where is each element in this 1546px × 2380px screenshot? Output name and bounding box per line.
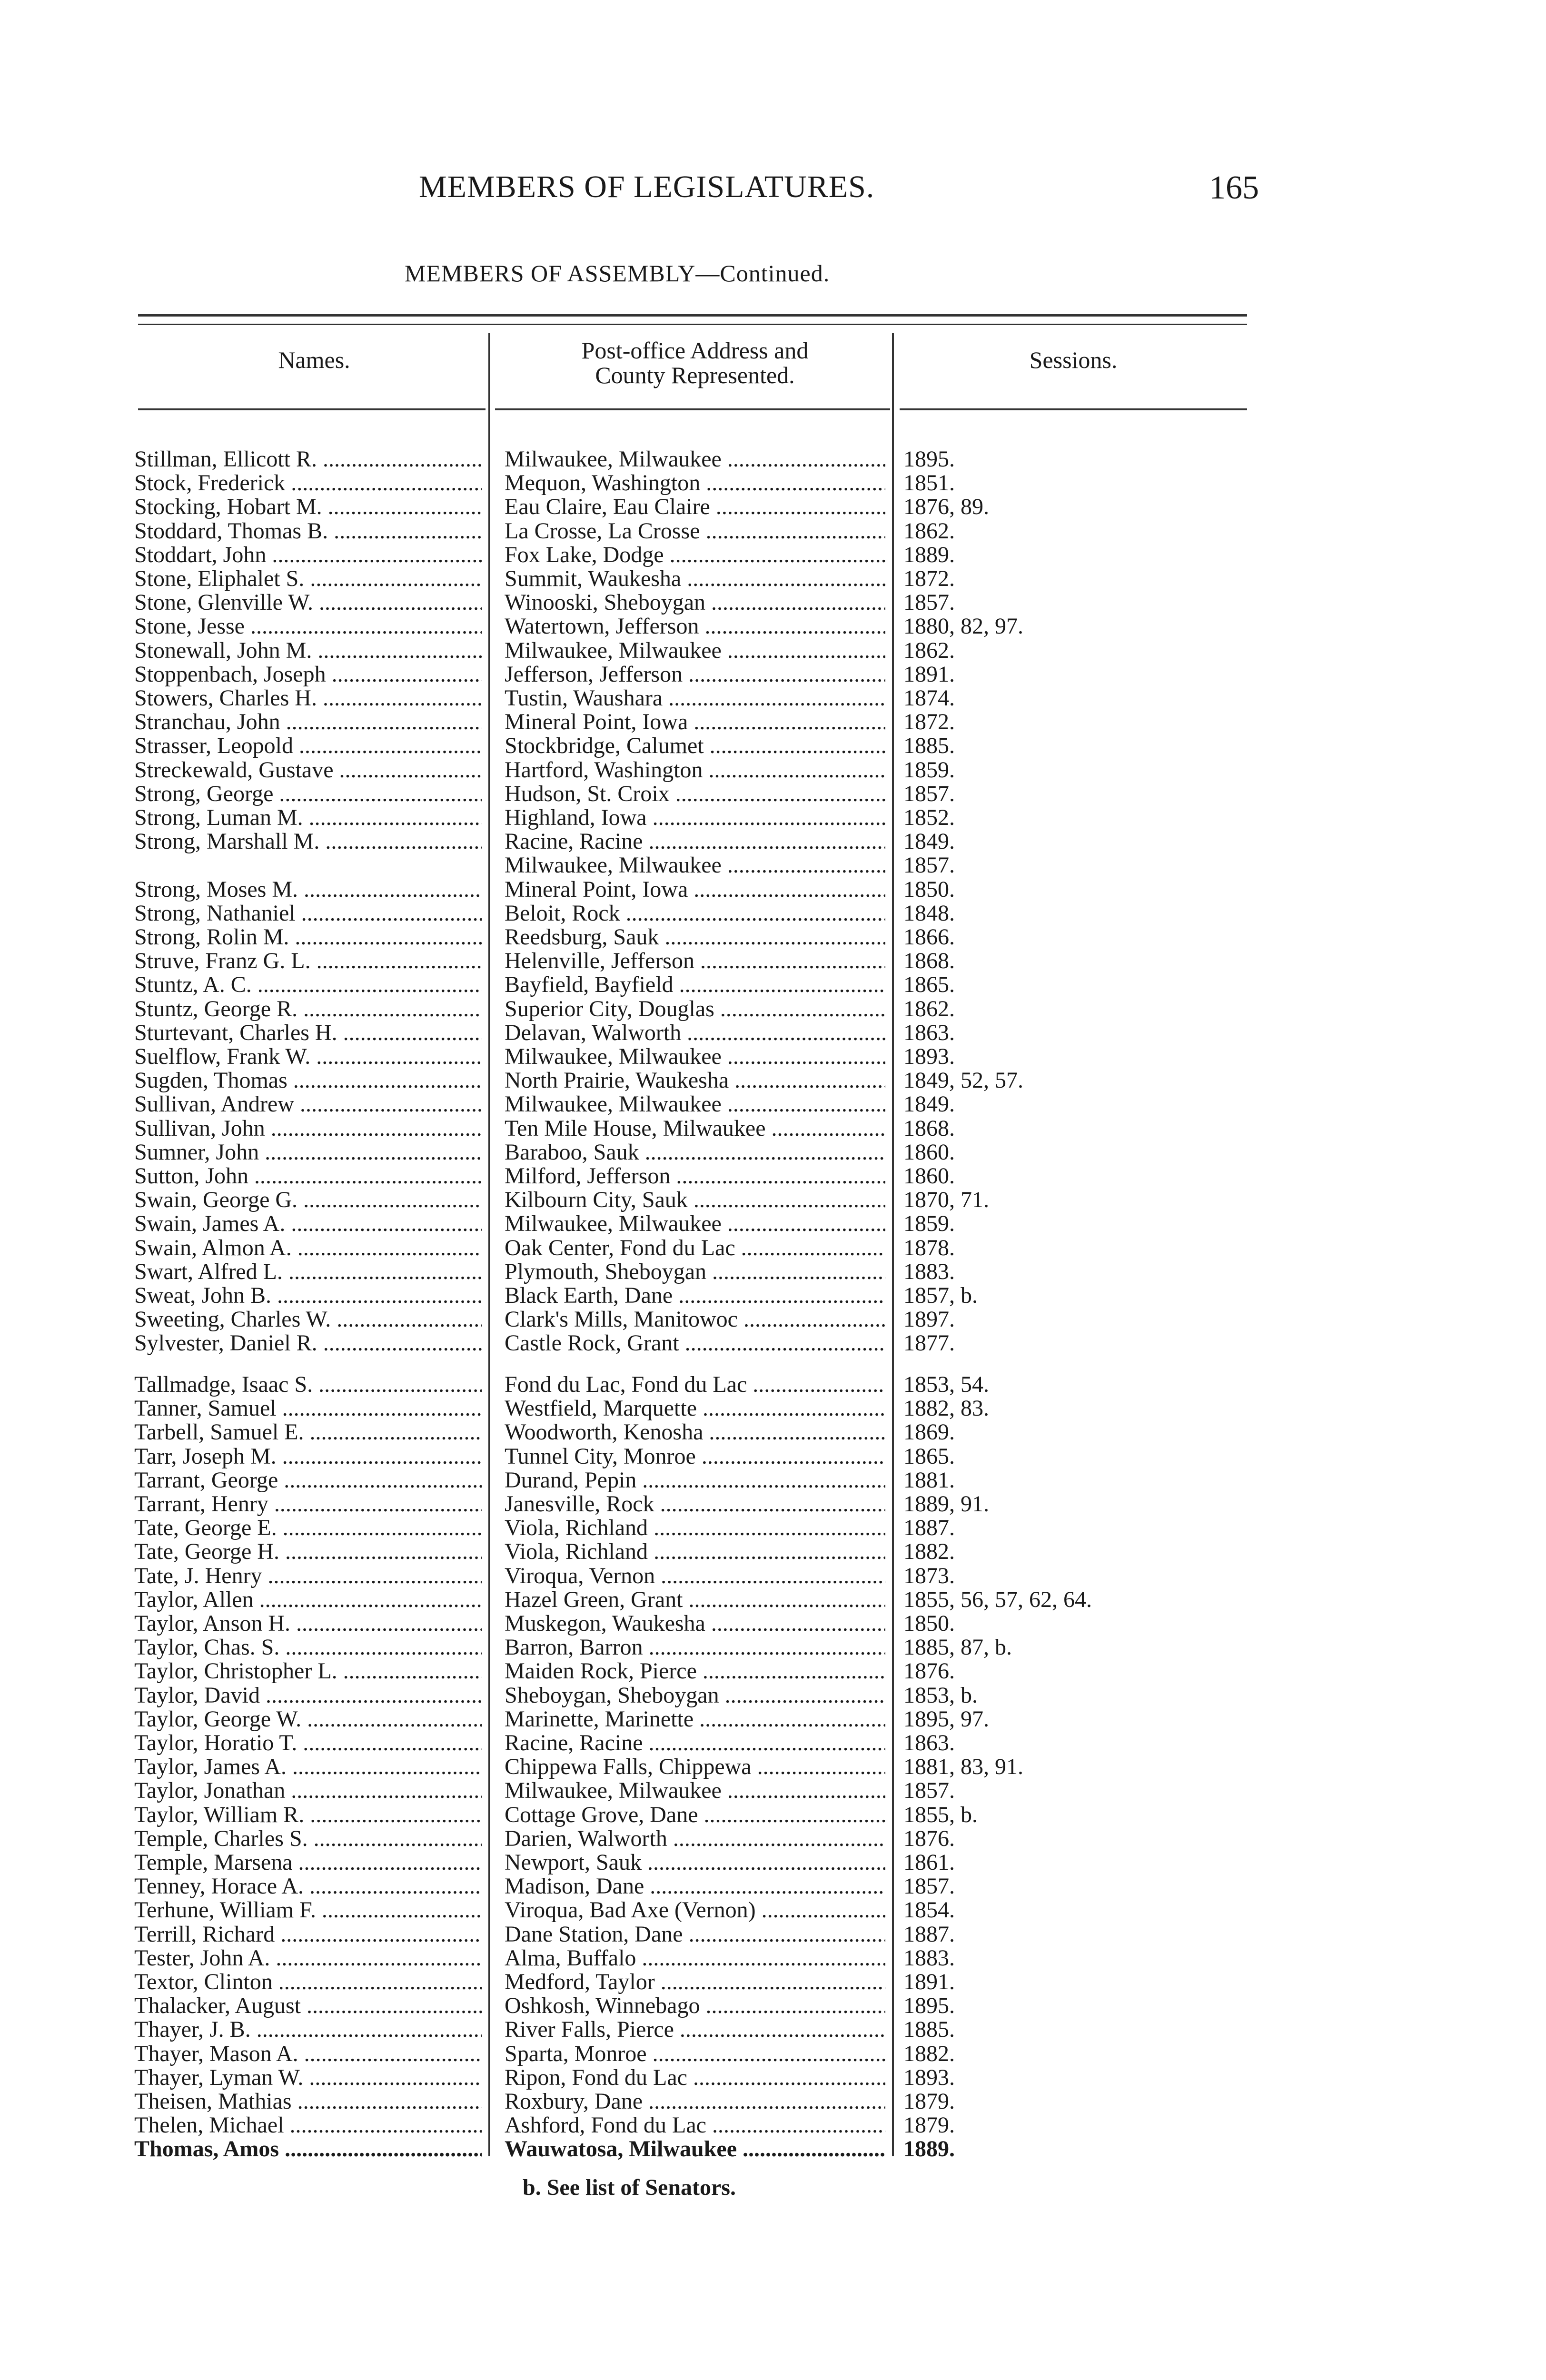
member-sessions: 1889, 91. [903, 1491, 989, 1517]
table-row [0, 1707, 1546, 1731]
table-row [0, 1970, 1546, 1994]
member-sessions: 1859. [903, 1211, 955, 1237]
top-rule-lower [138, 324, 1247, 325]
member-name: Sylvester, Daniel R. ..... [134, 1331, 482, 1355]
member-name: Strong, George ..... [134, 782, 482, 806]
member-name: Textor, Clinton ..... [134, 1970, 482, 1994]
member-name: Taylor, Chas. S. ..... [134, 1636, 482, 1659]
member-name: Struve, Franz G. L. ..... [134, 949, 482, 973]
table-row [0, 758, 1546, 782]
table-row [0, 2042, 1546, 2066]
table-row [0, 830, 1546, 853]
member-name: Stillman, Ellicott R. ..... [134, 447, 482, 471]
member-address: Oak Center, Fond du Lac ..... [505, 1236, 885, 1260]
page-number: 165 [1209, 169, 1259, 206]
table-row [0, 925, 1546, 949]
member-name: Stoddard, Thomas B. ..... [134, 519, 482, 543]
member-address: Bayfield, Bayfield ..... [505, 973, 885, 997]
member-address: Milwaukee, Milwaukee ..... [505, 1045, 885, 1069]
member-name: Thalacker, August ..... [134, 1994, 482, 2018]
member-address: Dane Station, Dane ..... [505, 1923, 885, 1946]
member-address: Maiden Rock, Pierce ..... [505, 1659, 885, 1683]
member-sessions: 1849. [903, 1091, 955, 1117]
member-name: Terrill, Richard ..... [134, 1923, 482, 1946]
member-address: Tunnel City, Monroe ..... [505, 1445, 885, 1468]
member-name: Swart, Alfred L. ..... [134, 1260, 482, 1284]
table-row [0, 495, 1546, 519]
table-row [0, 519, 1546, 543]
column-header-sessions: Sessions. [1029, 347, 1118, 373]
table-row [0, 2066, 1546, 2090]
member-address: Winooski, Sheboygan ..... [505, 591, 885, 615]
member-address: Cottage Grove, Dane ..... [505, 1803, 885, 1827]
member-name: Stranchau, John ..... [134, 710, 482, 734]
member-address: Ashford, Fond du Lac ..... [505, 2113, 885, 2137]
table-row [0, 1898, 1546, 1922]
column-header-address [495, 338, 895, 387]
member-sessions: 1865. [903, 972, 955, 998]
member-name: Tarrant, Henry ..... [134, 1492, 482, 1516]
member-sessions: 1857. [903, 1874, 955, 1899]
table-row [0, 1636, 1546, 1659]
table-row [0, 543, 1546, 567]
member-address: Roxbury, Dane ..... [505, 2090, 885, 2113]
table-row [0, 2018, 1546, 2042]
member-address: North Prairie, Waukesha ..... [505, 1069, 885, 1092]
table-row [0, 471, 1546, 495]
member-sessions: 1874. [903, 685, 955, 711]
table-row [0, 1540, 1546, 1564]
table-row [0, 591, 1546, 615]
table-row [0, 1092, 1546, 1116]
member-address: Summit, Waukesha ..... [505, 567, 885, 591]
table-row [0, 710, 1546, 734]
member-address: Superior City, Douglas ..... [505, 997, 885, 1021]
member-address: Clark's Mills, Manitowoc ..... [505, 1308, 885, 1331]
member-sessions: 1862. [903, 637, 955, 663]
member-address: Durand, Pepin ..... [505, 1468, 885, 1492]
member-address: Hartford, Washington ..... [505, 758, 885, 782]
member-address: Ripon, Fond du Lac ..... [505, 2066, 885, 2090]
member-sessions: 1860. [903, 1139, 955, 1165]
table-row [0, 447, 1546, 471]
member-address: Beloit, Rock ..... [505, 902, 885, 925]
member-sessions: 1897. [903, 1307, 955, 1332]
header-rule-address [495, 408, 890, 410]
member-sessions: 1876, 89. [903, 494, 989, 520]
member-sessions: 1852. [903, 805, 955, 830]
member-name: Temple, Marsena ..... [134, 1851, 482, 1874]
member-sessions: 1891. [903, 1969, 955, 1994]
member-address: Mineral Point, Iowa ..... [505, 878, 885, 902]
member-address: Kilbourn City, Sauk ..... [505, 1188, 885, 1212]
footnote: b. See list of Senators. [523, 2175, 736, 2200]
member-address: Wauwatosa, Milwaukee ..... [505, 2137, 885, 2161]
table-row [0, 782, 1546, 806]
member-address: Milwaukee, Milwaukee ..... [505, 1092, 885, 1116]
member-address: Sparta, Monroe ..... [505, 2042, 885, 2066]
member-sessions: 1857. [903, 853, 955, 878]
member-address: Hudson, St. Croix ..... [505, 782, 885, 806]
member-sessions: 1887. [903, 1515, 955, 1541]
member-address: Delavan, Walworth ..... [505, 1021, 885, 1045]
member-address: Fond du Lac, Fond du Lac ..... [505, 1373, 885, 1397]
member-sessions: 1882. [903, 1539, 955, 1565]
member-address: Barron, Barron ..... [505, 1636, 885, 1659]
member-sessions: 1882, 83. [903, 1396, 989, 1421]
member-name: Stock, Frederick ..... [134, 471, 482, 495]
member-address: Madison, Dane ..... [505, 1874, 885, 1898]
member-name: Taylor, Allen ..... [134, 1588, 482, 1612]
member-address: Stockbridge, Calumet ..... [505, 734, 885, 758]
member-name: Tarr, Joseph M. ..... [134, 1445, 482, 1468]
table-row [0, 1212, 1546, 1236]
member-sessions: 1889. [903, 2136, 955, 2162]
table-row [0, 1874, 1546, 1898]
table-row [0, 1779, 1546, 1803]
table-row [0, 997, 1546, 1021]
member-name: Tester, John A. ..... [134, 1946, 482, 1970]
member-sessions: 1895. [903, 1993, 955, 2019]
table-row [0, 853, 1546, 877]
member-name: Stone, Glenville W. ..... [134, 591, 482, 615]
member-sessions: 1857. [903, 781, 955, 806]
member-sessions: 1883. [903, 1259, 955, 1284]
member-address: Darien, Walworth ..... [505, 1827, 885, 1851]
table-row [0, 1731, 1546, 1755]
member-name: Strong, Marshall M. ..... [134, 830, 482, 853]
table-row [0, 1021, 1546, 1045]
member-address: Alma, Buffalo ..... [505, 1946, 885, 1970]
member-sessions: 1887. [903, 1921, 955, 1947]
table-row [0, 1045, 1546, 1069]
table-row [0, 1373, 1546, 1397]
member-sessions: 1853, b. [903, 1682, 978, 1708]
member-address: Black Earth, Dane ..... [505, 1284, 885, 1308]
table-row [0, 973, 1546, 997]
member-address: Reedsburg, Sauk ..... [505, 925, 885, 949]
member-name: Tate, George H. ..... [134, 1540, 482, 1564]
member-address: Fox Lake, Dodge ..... [505, 543, 885, 567]
member-sessions: 1859. [903, 757, 955, 783]
member-name: Taylor, William R. ..... [134, 1803, 482, 1827]
member-name: Stuntz, A. C. ..... [134, 973, 482, 997]
member-sessions: 1893. [903, 1044, 955, 1069]
member-name: Sweeting, Charles W. ..... [134, 1308, 482, 1331]
member-address: River Falls, Pierce ..... [505, 2018, 885, 2042]
table-row [0, 1236, 1546, 1260]
table-row [0, 1420, 1546, 1444]
member-sessions: 1885, 87, b. [903, 1635, 1012, 1660]
member-name: Taylor, Christopher L. ..... [134, 1659, 482, 1683]
member-sessions: 1870, 71. [903, 1187, 989, 1213]
member-sessions: 1863. [903, 1730, 955, 1755]
member-sessions: 1850. [903, 876, 955, 902]
member-name: Taylor, Horatio T. ..... [134, 1731, 482, 1755]
member-name: Sugden, Thomas ..... [134, 1069, 482, 1092]
column-header-address-line2: County Represented. [595, 362, 795, 388]
member-address: Woodworth, Kenosha ..... [505, 1420, 885, 1444]
member-address: Marinette, Marinette ..... [505, 1707, 885, 1731]
member-sessions: 1860. [903, 1163, 955, 1189]
member-address: Baraboo, Sauk ..... [505, 1140, 885, 1164]
member-name: Tarrant, George ..... [134, 1468, 482, 1492]
member-sessions: 1865. [903, 1443, 955, 1469]
member-sessions: 1869. [903, 1419, 955, 1445]
member-sessions: 1877. [903, 1330, 955, 1356]
member-address: Mineral Point, Iowa ..... [505, 710, 885, 734]
member-sessions: 1855, b. [903, 1802, 978, 1827]
member-sessions: 1854. [903, 1897, 955, 1923]
table-row [0, 1827, 1546, 1851]
table-row [0, 1164, 1546, 1188]
table-row [0, 639, 1546, 663]
table-row [0, 902, 1546, 925]
table-row [0, 1684, 1546, 1707]
member-sessions: 1866. [903, 924, 955, 950]
member-address: Medford, Taylor ..... [505, 1970, 885, 1994]
member-address: Mequon, Washington ..... [505, 471, 885, 495]
member-sessions: 1879. [903, 2112, 955, 2138]
table-row [0, 1612, 1546, 1636]
member-name: Strong, Moses M. ..... [134, 878, 482, 902]
table-row [0, 1140, 1546, 1164]
member-sessions: 1881. [903, 1467, 955, 1493]
member-address: Milwaukee, Milwaukee ..... [505, 853, 885, 877]
member-sessions: 1868. [903, 1115, 955, 1141]
table-row [0, 734, 1546, 758]
table-row [0, 2137, 1546, 2161]
member-sessions: 1876. [903, 1658, 955, 1684]
member-sessions: 1872. [903, 566, 955, 591]
section-title: MEMBERS OF ASSEMBLY—Continued. [405, 260, 830, 287]
member-address: Jefferson, Jefferson ..... [505, 663, 885, 686]
table-row [0, 1260, 1546, 1284]
member-address: Viroqua, Bad Axe (Vernon) ..... [505, 1898, 885, 1922]
member-name: Stoddart, John ..... [134, 543, 482, 567]
member-name: Sullivan, Andrew ..... [134, 1092, 482, 1116]
member-sessions: 1885. [903, 733, 955, 759]
table-row [0, 1069, 1546, 1092]
table-row [0, 1492, 1546, 1516]
top-rule-upper [138, 314, 1247, 317]
member-name: Strasser, Leopold ..... [134, 734, 482, 758]
member-sessions: 1893. [903, 2064, 955, 2090]
member-name: Stone, Eliphalet S. ..... [134, 567, 482, 591]
member-sessions: 1876. [903, 1825, 955, 1851]
table-row [0, 2090, 1546, 2113]
table-row [0, 1755, 1546, 1779]
table-row [0, 1188, 1546, 1212]
member-address: Ten Mile House, Milwaukee ..... [505, 1117, 885, 1140]
member-sessions: 1881, 83, 91. [903, 1754, 1023, 1780]
member-name: Sullivan, John ..... [134, 1117, 482, 1140]
column-header-address-line1: Post-office Address and [581, 337, 809, 364]
member-sessions: 1868. [903, 948, 955, 974]
member-sessions: 1879. [903, 2089, 955, 2114]
member-sessions: 1850. [903, 1611, 955, 1636]
member-address: Viola, Richland ..... [505, 1516, 885, 1540]
member-sessions: 1878. [903, 1235, 955, 1260]
member-address: Janesville, Rock ..... [505, 1492, 885, 1516]
member-name: Sumner, John ..... [134, 1140, 482, 1164]
member-address: Tustin, Waushara ..... [505, 686, 885, 710]
member-name: Streckewald, Gustave ..... [134, 758, 482, 782]
table-row [0, 567, 1546, 591]
member-name: Tate, J. Henry ..... [134, 1564, 482, 1588]
member-address: Oshkosh, Winnebago ..... [505, 1994, 885, 2018]
member-address: Westfield, Marquette ..... [505, 1397, 885, 1420]
member-name: Terhune, William F. ..... [134, 1898, 482, 1922]
member-name: Strong, Nathaniel ..... [134, 902, 482, 925]
member-sessions: 1862. [903, 996, 955, 1021]
member-name: Thomas, Amos ..... [134, 2137, 482, 2161]
member-name: Suelflow, Frank W. ..... [134, 1045, 482, 1069]
member-address: Castle Rock, Grant ..... [505, 1331, 885, 1355]
table-row [0, 1516, 1546, 1540]
table-row [0, 1117, 1546, 1140]
member-name: Sturtevant, Charles H. ..... [134, 1021, 482, 1045]
table-row [0, 1564, 1546, 1588]
member-address: Chippewa Falls, Chippewa ..... [505, 1755, 885, 1779]
member-name: Tanner, Samuel ..... [134, 1397, 482, 1420]
member-name: Taylor, George W. ..... [134, 1707, 482, 1731]
table-row [0, 1588, 1546, 1612]
member-address: Milwaukee, Milwaukee ..... [505, 1212, 885, 1236]
member-name: Stowers, Charles H. ..... [134, 686, 482, 710]
table-row [0, 663, 1546, 686]
member-name: Thayer, Mason A. ..... [134, 2042, 482, 2066]
member-sessions: 1863. [903, 1020, 955, 1045]
member-sessions: 1849. [903, 829, 955, 854]
table-row [0, 1851, 1546, 1874]
member-sessions: 1891. [903, 661, 955, 687]
member-address: Hazel Green, Grant ..... [505, 1588, 885, 1612]
table-row [0, 1946, 1546, 1970]
header-rule-sessions [900, 408, 1247, 410]
member-name: Swain, Almon A. ..... [134, 1236, 482, 1260]
member-sessions: 1883. [903, 1945, 955, 1971]
member-name: Stoppenbach, Joseph ..... [134, 663, 482, 686]
table-row [0, 878, 1546, 902]
member-name: Swain, George G. ..... [134, 1188, 482, 1212]
member-name: Taylor, Anson H. ..... [134, 1612, 482, 1636]
member-sessions: 1895. [903, 446, 955, 472]
member-sessions: 1861. [903, 1850, 955, 1875]
member-name: Stuntz, George R. ..... [134, 997, 482, 1021]
member-name: Thayer, J. B. ..... [134, 2018, 482, 2042]
member-address: Milwaukee, Milwaukee ..... [505, 447, 885, 471]
member-name: Strong, Rolin M. ..... [134, 925, 482, 949]
member-name: Stocking, Hobart M. ..... [134, 495, 482, 519]
member-sessions: 1857, b. [903, 1283, 978, 1308]
member-address: Racine, Racine ..... [505, 1731, 885, 1755]
member-address: Sheboygan, Sheboygan ..... [505, 1684, 885, 1707]
member-name: Tate, George E. ..... [134, 1516, 482, 1540]
member-name: Thelen, Michael ..... [134, 2113, 482, 2137]
member-sessions: 1857. [903, 1778, 955, 1804]
member-name: Strong, Luman M. ..... [134, 806, 482, 830]
table-row [0, 1659, 1546, 1683]
table-row [0, 1923, 1546, 1946]
member-sessions: 1873. [903, 1563, 955, 1588]
member-sessions: 1882. [903, 2041, 955, 2066]
member-address: Plymouth, Sheboygan ..... [505, 1260, 885, 1284]
member-address: Racine, Racine ..... [505, 830, 885, 853]
member-sessions: 1848. [903, 900, 955, 926]
member-name: Swain, James A. ..... [134, 1212, 482, 1236]
member-address: Helenville, Jefferson ..... [505, 949, 885, 973]
member-address: Watertown, Jefferson ..... [505, 615, 885, 638]
table-row [0, 1397, 1546, 1420]
member-name: Tallmadge, Isaac S. ..... [134, 1373, 482, 1397]
table-row [0, 806, 1546, 830]
member-address: Newport, Sauk ..... [505, 1851, 885, 1874]
table-row [0, 1284, 1546, 1308]
table-row [0, 949, 1546, 973]
member-address: La Crosse, La Crosse ..... [505, 519, 885, 543]
member-sessions: 1851. [903, 470, 955, 496]
member-address: Viola, Richland ..... [505, 1540, 885, 1564]
member-sessions: 1849, 52, 57. [903, 1068, 1023, 1093]
member-address: Highland, Iowa ..... [505, 806, 885, 830]
table-row [0, 686, 1546, 710]
table-row [0, 1803, 1546, 1827]
table-row [0, 615, 1546, 638]
member-address: Muskegon, Waukesha ..... [505, 1612, 885, 1636]
member-name: Thayer, Lyman W. ..... [134, 2066, 482, 2090]
member-address: Milwaukee, Milwaukee ..... [505, 639, 885, 663]
member-name: Theisen, Mathias ..... [134, 2090, 482, 2113]
member-name: Sutton, John ..... [134, 1164, 482, 1188]
member-sessions: 1880, 82, 97. [903, 614, 1023, 639]
table-row [0, 1331, 1546, 1355]
member-sessions: 1857. [903, 590, 955, 615]
member-address: Eau Claire, Eau Claire ..... [505, 495, 885, 519]
table-row [0, 2113, 1546, 2137]
member-name: Temple, Charles S. ..... [134, 1827, 482, 1851]
member-address: Milwaukee, Milwaukee ..... [505, 1779, 885, 1803]
header-rule-names [138, 408, 486, 410]
member-sessions: 1855, 56, 57, 62, 64. [903, 1587, 1092, 1612]
member-sessions: 1895, 97. [903, 1706, 989, 1732]
member-name: Tarbell, Samuel E. ..... [134, 1420, 482, 1444]
member-address: Milford, Jefferson ..... [505, 1164, 885, 1188]
member-name: Taylor, James A. ..... [134, 1755, 482, 1779]
member-address: Viroqua, Vernon ..... [505, 1564, 885, 1588]
running-title: MEMBERS OF LEGISLATURES. [419, 169, 875, 204]
member-name: Stone, Jesse ..... [134, 615, 482, 638]
member-sessions: 1885. [903, 2017, 955, 2043]
column-header-names: Names. [278, 347, 350, 373]
table-row [0, 1445, 1546, 1468]
member-sessions: 1853, 54. [903, 1372, 989, 1397]
member-name: Taylor, David ..... [134, 1684, 482, 1707]
member-name: Taylor, Jonathan ..... [134, 1779, 482, 1803]
member-sessions: 1862. [903, 518, 955, 544]
member-name: Sweat, John B. ..... [134, 1284, 482, 1308]
member-name: Tenney, Horace A. ..... [134, 1874, 482, 1898]
table-row [0, 1994, 1546, 2018]
member-sessions: 1872. [903, 709, 955, 735]
member-sessions: 1889. [903, 542, 955, 567]
table-row [0, 1468, 1546, 1492]
table-row [0, 1308, 1546, 1331]
member-name: Stonewall, John M. ..... [134, 639, 482, 663]
